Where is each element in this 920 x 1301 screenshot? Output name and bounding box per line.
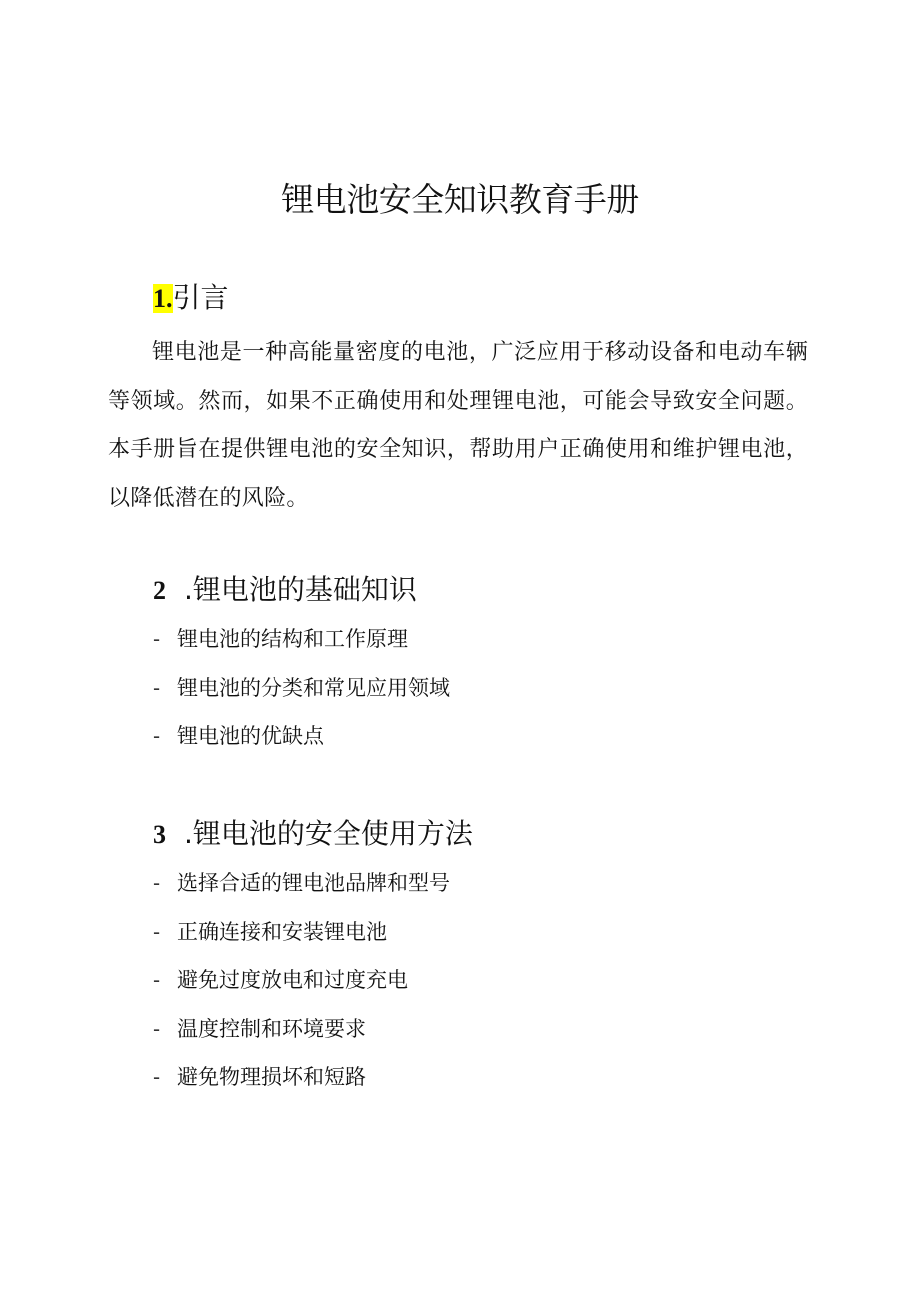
list-marker: - [153, 627, 161, 651]
list-item [153, 956, 450, 1005]
list-marker: - [153, 919, 161, 944]
list-item-text: 锂电池的分类和常见应用领域 [177, 675, 450, 700]
section-number: 3 [153, 820, 166, 849]
section-heading-basics [153, 571, 417, 610]
section-heading-introduction [153, 279, 229, 318]
list-item [153, 712, 450, 761]
basics-list [153, 615, 450, 761]
list-marker: - [153, 1065, 161, 1089]
list-item-text: 避免过度放电和过度充电 [177, 968, 408, 992]
list-item-text: 锂电池的优缺点 [177, 724, 324, 748]
list-marker: - [153, 1016, 161, 1041]
list-item [153, 615, 450, 664]
list-item [153, 664, 450, 713]
list-item [153, 908, 450, 957]
list-item [153, 859, 450, 908]
list-marker: - [153, 871, 161, 895]
section-title: .锂电池的安全使用方法 [184, 817, 473, 850]
list-marker: - [153, 675, 161, 700]
list-item-text: 选择合适的锂电池品牌和型号 [177, 871, 450, 895]
section-title: .锂电池的基础知识 [184, 573, 417, 606]
list-marker: - [153, 724, 161, 748]
section-title: 引言 [172, 281, 229, 314]
safe-usage-list [153, 859, 450, 1102]
section-number: 2 [153, 576, 166, 605]
list-marker: - [153, 968, 161, 992]
section-number: 1. [153, 284, 173, 313]
list-item-text: 正确连接和安装锂电池 [177, 919, 387, 944]
list-item-text: 温度控制和环境要求 [177, 1016, 366, 1041]
section-heading-safe-usage [153, 815, 473, 854]
list-item [153, 1053, 450, 1102]
list-item-text: 避免物理损坏和短路 [177, 1065, 366, 1089]
document-title: 锂电池安全知识教育手册 [281, 180, 639, 219]
introduction-paragraph: 锂电池是一种高能量密度的电池，广泛应用于移动设备和电动车辆等领域。然而，如果不正确使用和处理锂电池，可能会导致安全问题。本手册旨在提供锂电池的安全知识，帮助用户正确使用和维护锂电池，以降低潜在的风险。 [108, 340, 808, 511]
list-item [153, 1005, 450, 1054]
list-item-text: 锂电池的结构和工作原理 [177, 627, 408, 651]
